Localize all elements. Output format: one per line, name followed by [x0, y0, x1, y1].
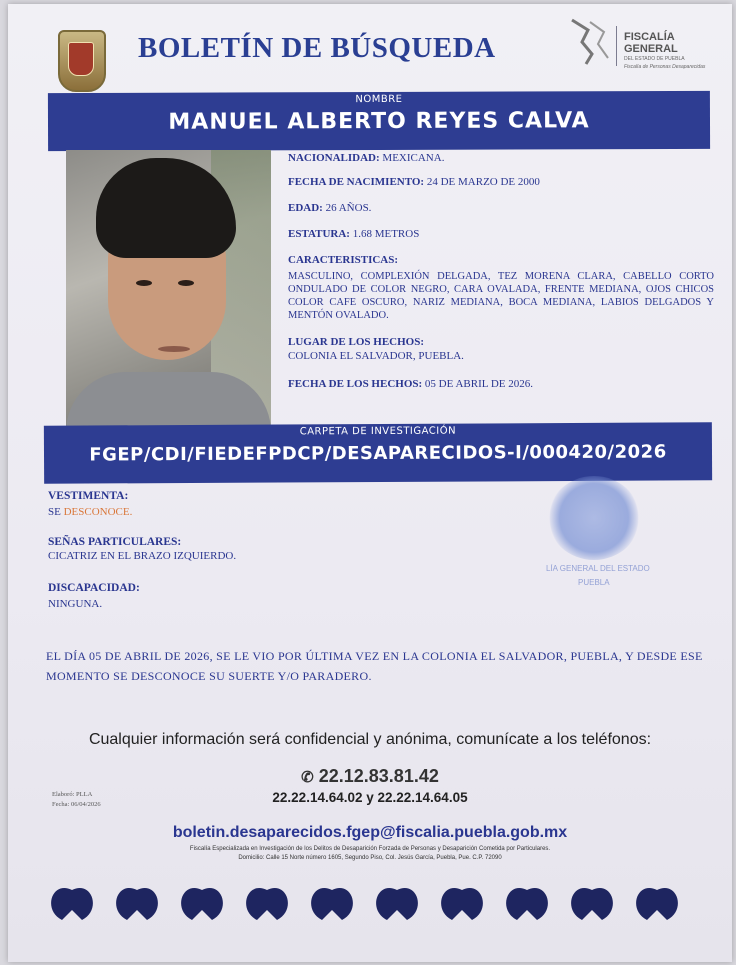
- birthdate-label: FECHA DE NACIMIENTO:: [288, 176, 425, 188]
- prepared-date-label: Fecha:: [52, 801, 70, 808]
- last-seen-paragraph: EL DÍA 05 DE ABRIL DE 2026, SE LE VIO POR ÚLTIMA VEZ EN LA COLONIA EL SALVADOR, PUEBLA, Y DESDE ESE MOMENTO SE DESCONOCE SU SUERTE Y/O PARADERO.: [46, 649, 703, 683]
- talavera-motif-3: [181, 888, 223, 920]
- prepared-by-value: PLLA: [76, 791, 93, 798]
- decorative-talavera-border: [42, 880, 702, 930]
- talavera-motif-5: [311, 888, 353, 920]
- place-value: COLONIA EL SALVADOR, PUEBLA.: [288, 350, 464, 362]
- whatsapp-number-text: 22.12.83.81.42: [318, 766, 439, 786]
- talavera-motif-4: [246, 888, 288, 920]
- marks-label: SEÑAS PARTICULARES:: [48, 536, 182, 548]
- person-photo: [66, 150, 271, 426]
- disability-value: NINGUNA.: [48, 598, 103, 610]
- age-value: 26 AÑOS.: [325, 202, 372, 214]
- logo-divider: [616, 26, 617, 66]
- event-date-value: 05 DE ABRIL DE 2026.: [424, 378, 533, 390]
- contact-call-to-action: Cualquier información será confidencial y anónima, comunícate a los teléfonos:: [88, 731, 652, 748]
- characteristics-value: MASCULINO, COMPLEXIÓN DELGADA, TEZ MORENA CLARA, CABELLO CORTO ONDULADO DE COLOR NEGRO, CARA OVALADA, FRENTE MEDIANA, OJOS CHICOS COLOR CAFE OSCURO, NARIZ MEDIANA, BOCA MEDIANA, LABIOS DELGADOS Y MENTÓN OVALADO.: [288, 271, 714, 321]
- whatsapp-icon: ✆: [301, 769, 314, 786]
- stamp-text-line1: LÍA GENERAL DEL ESTADO: [546, 564, 650, 573]
- case-file-number: FGEP/CDI/FIEDEFPDCP/DESAPARECIDOS-I/000420/2026: [89, 441, 667, 466]
- characteristics-label: CARACTERISTICAS:: [288, 254, 399, 266]
- nationality-label: NACIONALIDAD:: [288, 152, 380, 164]
- place-label-row: [288, 336, 424, 348]
- marks-value: CICATRIZ EN EL BRAZO IZQUIERDO.: [48, 550, 237, 562]
- event-date-label: FECHA DE LOS HECHOS:: [288, 378, 423, 390]
- person-name: MANUEL ALBERTO REYES CALVA: [168, 108, 590, 135]
- puebla-coat-of-arms-icon: [58, 30, 106, 92]
- nationality-value: MEXICANA.: [382, 152, 445, 164]
- bulletin-page: [8, 4, 732, 962]
- characteristics-label-row: [288, 254, 398, 266]
- talavera-motif-10: [636, 888, 678, 920]
- birthdate-row: [288, 176, 540, 188]
- clothing-value: [48, 506, 132, 518]
- talavera-motif-2: [116, 888, 158, 920]
- talavera-motif-9: [571, 888, 613, 920]
- nationality-row: [288, 152, 444, 164]
- address-fine-print: Domicilio: Calle 15 Norte número 1605, Segundo Piso, Col. Jesús García, Puebla, Pue. C.P. 72090: [238, 855, 502, 861]
- fiscalia-logo-icon: [568, 14, 614, 68]
- name-label: NOMBRE: [355, 93, 403, 106]
- event-date-row: [288, 378, 533, 390]
- name-bar: [48, 91, 710, 151]
- clothing-prefix: SE: [48, 506, 64, 518]
- stamp-text-line2: PUEBLA: [578, 578, 610, 587]
- talavera-motif-6: [376, 888, 418, 920]
- height-label: ESTATURA:: [288, 228, 350, 240]
- whatsapp-number: [8, 766, 732, 787]
- place-label: LUGAR DE LOS HECHOS:: [288, 336, 424, 348]
- height-value: 1.68 METROS: [352, 228, 420, 240]
- case-file-bar: [44, 422, 712, 483]
- age-row: [288, 202, 371, 214]
- age-label: EDAD:: [288, 202, 323, 214]
- prepared-by: [52, 790, 101, 810]
- talavera-motif-1: [51, 888, 93, 920]
- talavera-motif-8: [506, 888, 548, 920]
- official-stamp-icon: [548, 476, 640, 560]
- agency-name-line4: Fiscalía de Personas Desaparecidas: [624, 64, 706, 70]
- prepared-by-label: Elaboró:: [52, 791, 75, 798]
- clothing-label: VESTIMENTA:: [48, 490, 129, 502]
- clothing-unknown: DESCONOCE.: [63, 506, 133, 518]
- agency-name-line2: GENERAL: [624, 43, 678, 55]
- agency-fine-print: Fiscalía Especializada en Investigación de los Delitos de Desaparición Forzada de Personas y Desaparición Cometida por Particulares.: [189, 846, 551, 852]
- height-row: [288, 228, 419, 240]
- place-value-row: [288, 350, 464, 362]
- agency-name-line1: FISCALÍA: [624, 31, 675, 43]
- disability-label: DISCAPACIDAD:: [48, 582, 140, 594]
- agency-name-line3: DEL ESTADO DE PUEBLA: [624, 56, 685, 62]
- case-file-label: CARPETA DE INVESTIGACIÓN: [299, 425, 457, 438]
- contact-email[interactable]: boletin.desaparecidos.fgep@fiscalia.puebla.gob.mx: [172, 824, 568, 841]
- prepared-date-value: 06/04/2026: [70, 801, 101, 808]
- phone-numbers: 22.22.14.64.02 y 22.22.14.64.05: [272, 790, 468, 805]
- page-title: BOLETÍN DE BÚSQUEDA: [138, 32, 496, 64]
- talavera-motif-7: [441, 888, 483, 920]
- birthdate-value: 24 DE MARZO DE 2000: [426, 176, 540, 188]
